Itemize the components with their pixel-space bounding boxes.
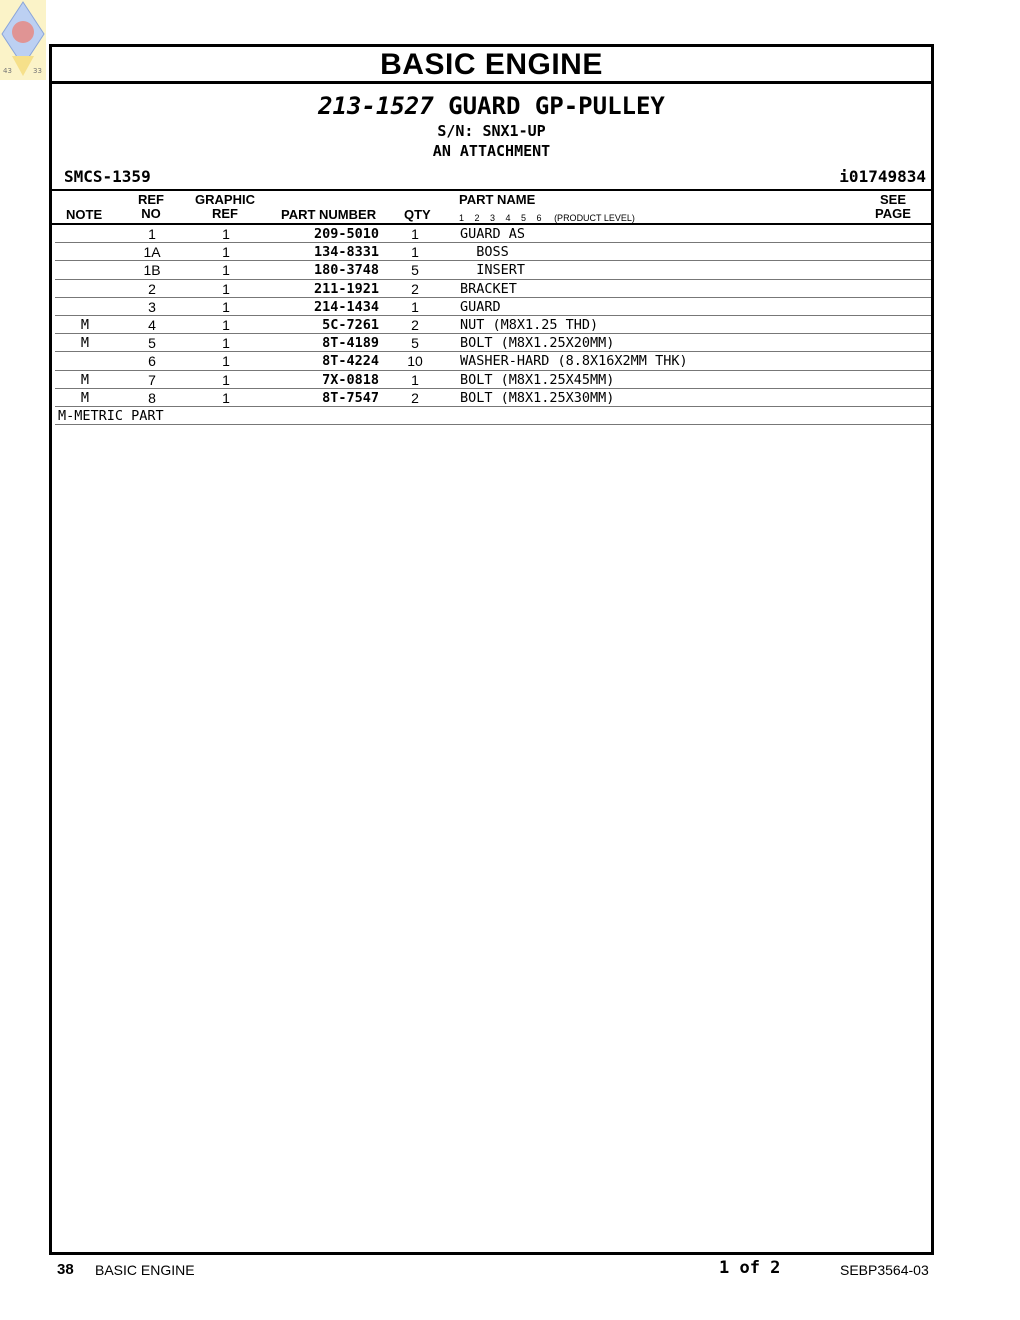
cell-graphic: 1 xyxy=(222,298,230,315)
cell-part-number: 209-5010 xyxy=(313,226,379,242)
cell-ref: 8 xyxy=(148,389,156,406)
cell-ref: 4 xyxy=(148,316,156,333)
table-row xyxy=(55,334,931,352)
table-row xyxy=(55,225,931,243)
section-title: BASIC ENGINE xyxy=(52,47,931,84)
col-ref-no xyxy=(136,193,166,221)
col-part-name: PART NAME xyxy=(459,192,536,207)
parts-table xyxy=(52,225,931,425)
cell-part-number: 8T-4224 xyxy=(322,353,379,370)
cell-ref: 1B xyxy=(143,262,161,279)
cell-part-number: 5C-7261 xyxy=(322,316,379,333)
cell-graphic: 1 xyxy=(222,371,230,388)
table-row xyxy=(55,243,931,261)
col-see-page xyxy=(873,193,913,221)
logo-right-number: 33 xyxy=(33,67,42,75)
publisher-logo xyxy=(0,0,46,80)
table-row xyxy=(55,298,931,316)
cell-ref: 3 xyxy=(148,298,156,315)
table-row xyxy=(55,371,931,389)
col-ref-bottom: NO xyxy=(141,206,161,221)
cell-ref: 2 xyxy=(148,280,156,297)
document-id: SEBP3564-03 xyxy=(840,1262,929,1278)
group-part-number: 213-1527 xyxy=(318,92,434,120)
col-note: NOTE xyxy=(66,207,103,222)
cell-part-name: BRACKET xyxy=(460,280,517,297)
cell-qty: 2 xyxy=(411,316,419,333)
cell-part-name: BOSS xyxy=(460,244,509,261)
cell-graphic: 1 xyxy=(222,226,230,242)
table-row xyxy=(55,280,931,298)
cell-part-name: GUARD xyxy=(460,298,501,315)
cell-qty: 1 xyxy=(411,226,419,242)
cell-part-number: 7X-0818 xyxy=(322,371,379,388)
col-see-bottom: PAGE xyxy=(875,206,911,221)
metric-footnote: M-METRIC PART xyxy=(55,407,931,425)
cell-qty: 2 xyxy=(411,389,419,406)
cell-graphic: 1 xyxy=(222,316,230,333)
cell-part-number: 134-8331 xyxy=(313,244,379,261)
cell-ref: 1A xyxy=(143,244,161,261)
cell-qty: 5 xyxy=(411,335,419,352)
cell-part-number: 211-1921 xyxy=(313,280,379,297)
cell-ref: 6 xyxy=(148,353,156,370)
cell-ref: 7 xyxy=(148,371,156,388)
cell-graphic: 1 xyxy=(222,244,230,261)
col-ref-top: REF xyxy=(138,192,164,207)
cell-qty: 2 xyxy=(411,280,419,297)
cell-part-name: WASHER-HARD (8.8X16X2MM THK) xyxy=(460,353,688,370)
cell-qty: 5 xyxy=(411,262,419,279)
cell-graphic: 1 xyxy=(222,280,230,297)
cell-part-number: 8T-7547 xyxy=(322,389,379,406)
footer-section: BASIC ENGINE xyxy=(95,1262,195,1278)
illustration-id: i01749834 xyxy=(839,167,926,186)
cell-note: M xyxy=(80,316,90,333)
cell-graphic: 1 xyxy=(222,262,230,279)
cell-qty: 1 xyxy=(411,371,419,388)
col-product-levels xyxy=(459,211,635,225)
page-of-count: 1 of 2 xyxy=(719,1258,781,1278)
cell-qty: 1 xyxy=(411,298,419,315)
cell-part-name: INSERT xyxy=(460,262,526,279)
product-level-numbers: 1 2 3 4 5 6 xyxy=(459,213,542,223)
smcs-code: SMCS-1359 xyxy=(64,167,151,186)
col-see-top: SEE xyxy=(879,192,906,207)
col-graphic-top: GRAPHIC xyxy=(195,192,255,207)
cell-note: M xyxy=(80,371,90,388)
cell-qty: 1 xyxy=(411,244,419,261)
cell-note: M xyxy=(80,389,90,406)
cell-part-name: GUARD AS xyxy=(460,226,526,242)
cell-note: M xyxy=(80,335,90,352)
cell-part-name: BOLT (M8X1.25X45MM) xyxy=(460,371,615,388)
cell-ref: 5 xyxy=(148,335,156,352)
cell-graphic: 1 xyxy=(222,335,230,352)
table-row xyxy=(55,261,931,279)
cell-part-name: BOLT (M8X1.25X20MM) xyxy=(460,335,615,352)
col-graphic-ref xyxy=(192,193,258,221)
cell-qty: 10 xyxy=(407,353,423,370)
cell-graphic: 1 xyxy=(222,389,230,406)
group-header xyxy=(52,84,931,189)
attachment-label: AN ATTACHMENT xyxy=(432,142,551,160)
col-graphic-bottom: REF xyxy=(212,206,238,221)
group-name: GUARD GP-PULLEY xyxy=(448,92,665,120)
col-part-number: PART NUMBER xyxy=(281,207,377,222)
cell-part-number: 214-1434 xyxy=(313,298,379,315)
page-number: 38 xyxy=(57,1261,74,1278)
column-headers xyxy=(52,189,931,225)
group-title xyxy=(52,92,931,120)
col-qty: QTY xyxy=(404,207,431,222)
product-level-label: (PRODUCT LEVEL) xyxy=(554,213,635,223)
serial-numbers: S/N: SNX1-UP xyxy=(437,122,546,140)
table-row xyxy=(55,352,931,370)
cell-graphic: 1 xyxy=(222,353,230,370)
parts-page-frame xyxy=(49,44,934,1255)
page-footer xyxy=(0,1258,1020,1288)
logo-left-number: 43 xyxy=(3,67,12,75)
table-row xyxy=(55,389,931,407)
cell-part-number: 180-3748 xyxy=(313,262,379,279)
table-row xyxy=(55,316,931,334)
cell-ref: 1 xyxy=(148,226,156,242)
cell-part-name: BOLT (M8X1.25X30MM) xyxy=(460,389,615,406)
cell-part-number: 8T-4189 xyxy=(322,335,379,352)
cell-part-name: NUT (M8X1.25 THD) xyxy=(460,316,599,333)
